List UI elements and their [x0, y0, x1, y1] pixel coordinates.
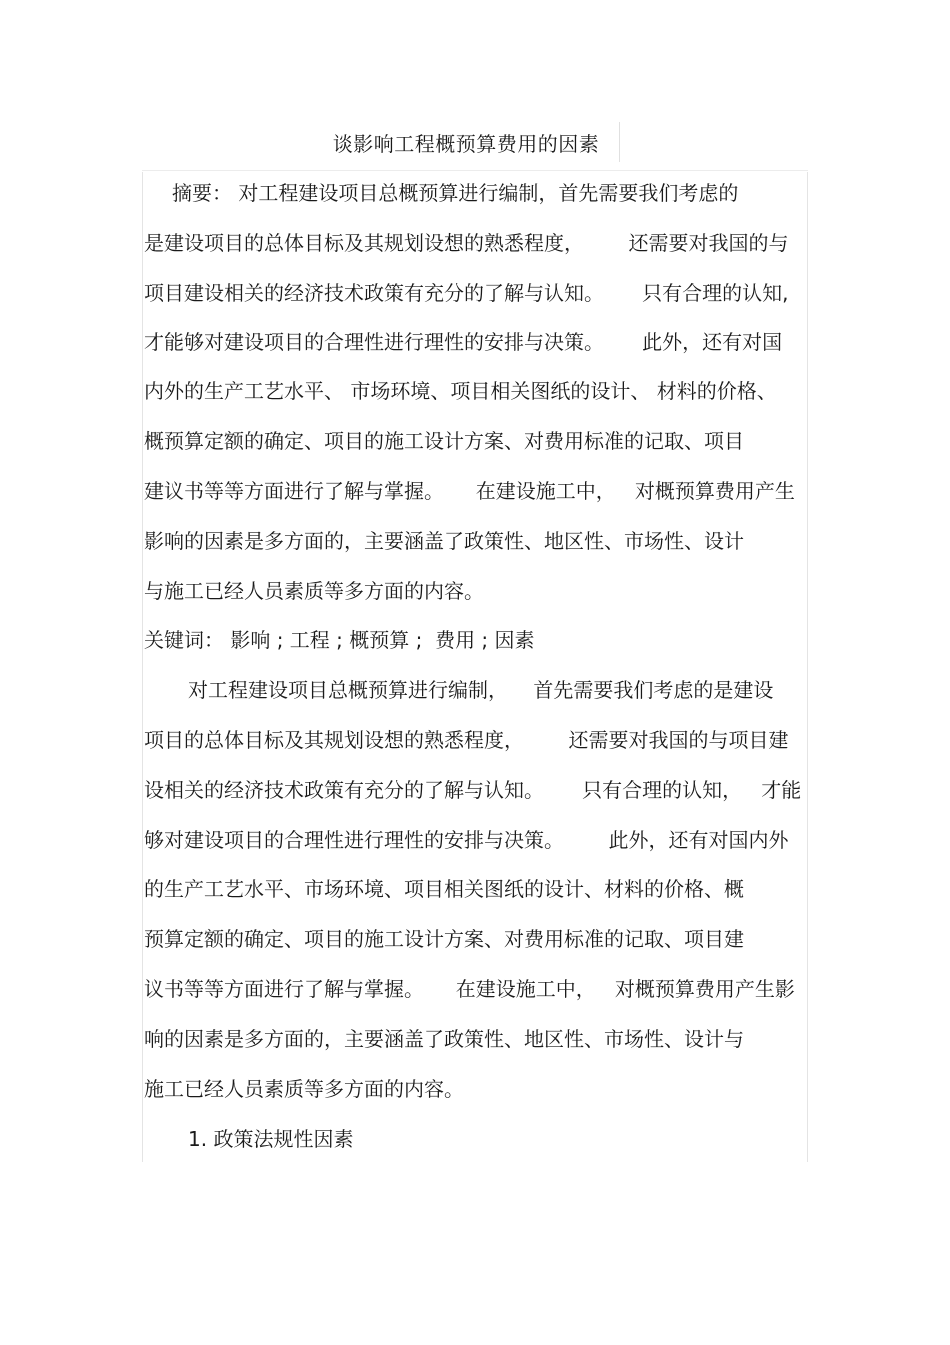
abstract-line: 摘要： 对工程建设项目总概预算进行编制，首先需要我们考虑的 [172, 181, 739, 205]
document-title: 谈影响工程概预算费用的因素 [332, 132, 600, 156]
body-line: 的生产工艺水平、市场环境、项目相关图纸的设计、材料的价格、概 [144, 877, 744, 901]
body-line: 够对建设项目的合理性进行理性的安排与决策。 此外，还有对国内外 [144, 828, 789, 852]
page-border-left [142, 172, 143, 1162]
abstract-line: 内外的生产工艺水平、 市场环境、项目相关图纸的设计、 材料的价格、 [144, 379, 777, 403]
body-line: 施工已经人员素质等多方面的内容。 [144, 1077, 464, 1101]
body-line: 设相关的经济技术政策有充分的了解与认知。 只有合理的认知， 才能 [144, 778, 802, 802]
abstract-line: 概预算定额的确定、项目的施工设计方案、对费用标准的记取、项目 [144, 429, 744, 453]
section-heading: 1. 政策法规性因素 [188, 1127, 354, 1151]
body-line: 对工程建设项目总概预算进行编制， 首先需要我们考虑的是建设 [188, 678, 774, 702]
abstract-line: 影响的因素是多方面的，主要涵盖了政策性、地区性、市场性、设计 [144, 529, 744, 553]
body-line: 响的因素是多方面的，主要涵盖了政策性、地区性、市场性、设计与 [144, 1027, 744, 1051]
abstract-line: 项目建设相关的经济技术政策有充分的了解与认知。 只有合理的认知, [144, 281, 789, 305]
body-line: 项目的总体目标及其规划设想的熟悉程度， 还需要对我国的与项目建 [144, 728, 789, 752]
abstract-line: 建议书等等方面进行了解与掌握。 在建设施工中， 对概预算费用产生 [144, 479, 795, 503]
page-border-top [142, 170, 808, 171]
page-border-right [807, 172, 808, 1162]
abstract-line: 是建设项目的总体目标及其规划设想的熟悉程度， 还需要对我国的与 [144, 231, 789, 255]
abstract-line: 才能够对建设项目的合理性进行理性的安排与决策。 此外，还有对国 [144, 330, 783, 354]
abstract-line: 与施工已经人员素质等多方面的内容。 [144, 579, 484, 603]
body-line: 预算定额的确定、项目的施工设计方案、对费用标准的记取、项目建 [144, 927, 744, 951]
body-line: 议书等等方面进行了解与掌握。 在建设施工中， 对概预算费用产生影 [144, 977, 795, 1001]
keywords-line: 关键词： 影响 ; 工程 ; 概预算 ; 费用 ; 因素 [144, 628, 535, 652]
